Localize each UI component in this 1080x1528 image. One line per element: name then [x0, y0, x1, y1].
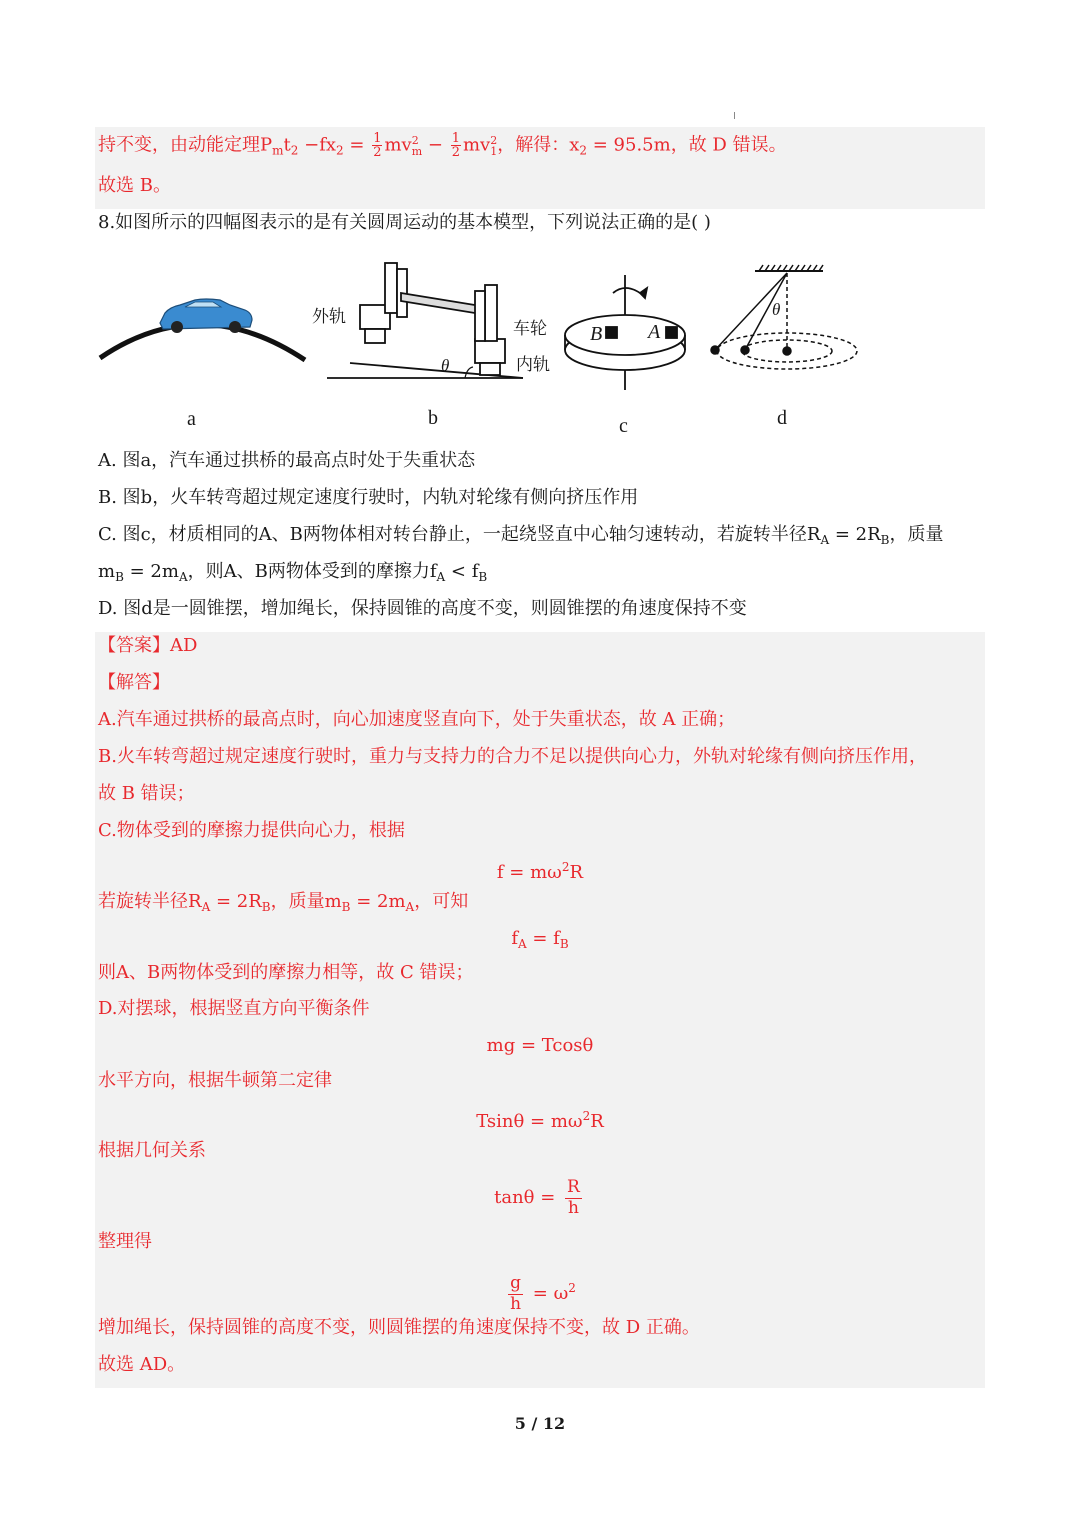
option-c-line1: C. 图c，材质相同的A、B两物体相对转台静止，一起绕竖直中心轴匀速转动，若旋转半径$R_A = 2R_B$，质量	[98, 524, 944, 547]
answer-label: 【答案】AD	[98, 635, 198, 656]
prev-solution-line1: 持不变，由动能定理$P_mt_2 -fx_2$ = $\frac{1}{2}$ mv 2 m − $\frac{1}{2}$ mv 2 1 ，解得：$x_2 = 95.5m$，故 D 错误。	[98, 131, 787, 160]
figure-d-conical-pendulum	[711, 265, 857, 369]
figure-label-outer-rail: 外轨	[312, 307, 346, 327]
analysis-b2: 故 B 错误；	[98, 783, 195, 804]
analysis-d4: 整理得	[98, 1231, 152, 1252]
analysis-d5: 增加绳长，保持圆锥的高度不变，则圆锥摆的角速度保持不变，故 D 正确。	[98, 1317, 700, 1338]
equation-f: $f = m\omega^2R$	[496, 860, 584, 883]
equation-omega: $\frac{g}{h}$ = $\omega^2$	[510, 1272, 576, 1314]
figure-label-d: d	[777, 407, 787, 429]
equation-mg: mg = Tcosθ	[486, 1035, 594, 1056]
option-a: A. 图a，汽车通过拱桥的最高点时处于失重状态	[98, 450, 476, 471]
figure-c-turntable	[565, 275, 685, 390]
figure-a-bridge-car	[100, 299, 305, 360]
analysis-d2: 水平方向，根据牛顿第二定律	[98, 1070, 332, 1091]
option-b: B. 图b，火车转弯超过规定速度行驶时，内轨对轮缘有侧向挤压作用	[98, 487, 639, 508]
figure-label-theta-d: θ	[772, 300, 781, 319]
analysis-c2: 若旋转半径$R_A = 2R_B$，质量$m_B = 2m_A$，可知	[98, 891, 469, 914]
equation-tsin: $Tsin\theta = m\omega^2R$	[476, 1109, 604, 1132]
answer-choose: 故选 AD。	[98, 1354, 186, 1375]
figure-circular-motion-models	[95, 255, 875, 445]
figure-label-block-a: A	[648, 321, 661, 343]
analysis-c1: C.物体受到的摩擦力提供向心力，根据	[98, 820, 405, 841]
figure-b-banked-track	[327, 263, 523, 378]
figure-label-inner-rail: 内轨	[516, 355, 550, 375]
option-d: D. 图d是一圆锥摆，增加绳长，保持圆锥的高度不变，则圆锥摆的角速度保持不变	[98, 598, 747, 619]
analysis-a: A.汽车通过拱桥的最高点时，向心加速度竖直向下，处于失重状态，故 A 正确；	[98, 709, 736, 730]
analysis-d3: 根据几何关系	[98, 1140, 206, 1161]
figure-label-c: c	[619, 415, 628, 437]
prev-solution-choose: 故选 B。	[98, 175, 171, 196]
analysis-b1: B.火车转弯超过规定速度行驶时，重力与支持力的合力不足以提供向心力，外轨对轮缘有侧向挤压作用，	[98, 746, 927, 767]
figure-label-wheel: 车轮	[513, 319, 547, 339]
figure-label-theta-b: θ	[441, 356, 450, 375]
figure-label-b: b	[428, 407, 438, 429]
analysis-label: 【解答】	[98, 672, 170, 693]
page-number: 5 / 12	[514, 1414, 566, 1433]
analysis-c-conclusion: 则A、B两物体受到的摩擦力相等，故 C 错误；	[98, 962, 474, 983]
equation-tan: tanθ = $\frac{R}{h}$	[494, 1176, 580, 1218]
header-tick	[734, 112, 735, 119]
figure-label-block-b: B	[590, 323, 603, 345]
figure-label-a: a	[187, 408, 196, 430]
analysis-d1: D.对摆球，根据竖直方向平衡条件	[98, 998, 370, 1019]
question-stem: 8.如图所示的四幅图表示的是有关圆周运动的基本模型，下列说法正确的是( )	[98, 212, 711, 233]
equation-fa-fb: $f_A = f_B$	[511, 928, 569, 951]
option-c-line2: $m_B = 2m_A$，则A、B两物体受到的摩擦力$f_A < f_B$	[98, 561, 488, 584]
